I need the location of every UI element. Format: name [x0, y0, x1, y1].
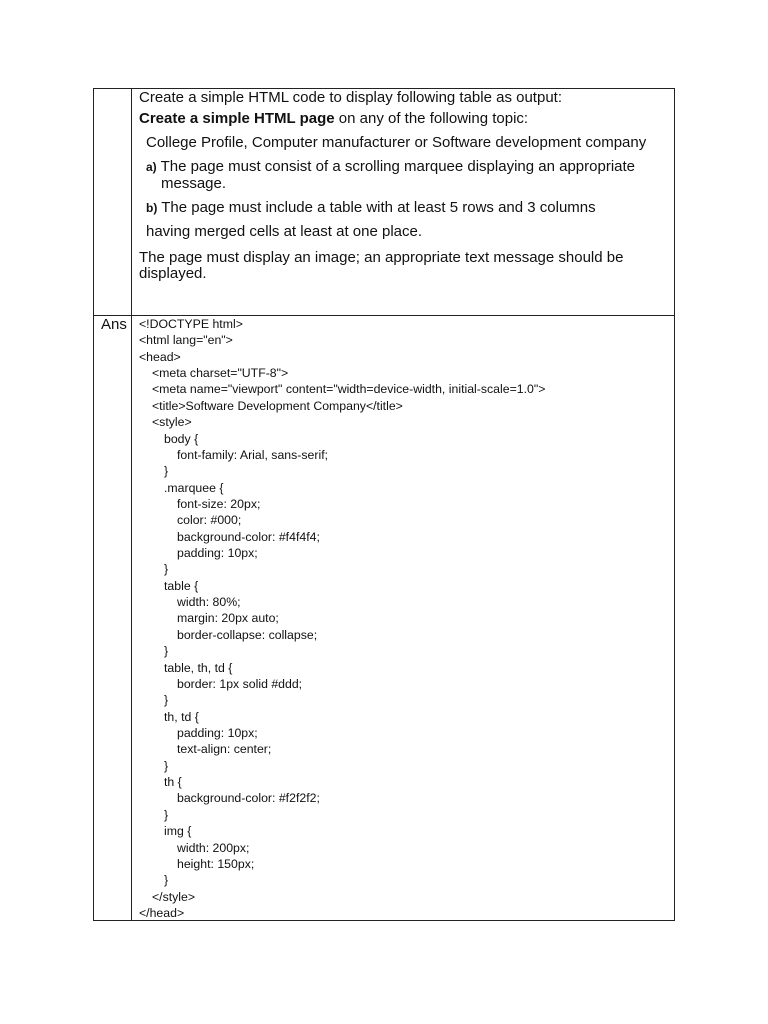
- code-line: <head>: [139, 349, 181, 364]
- item-b-continuation: having merged cells at least at one place.: [146, 223, 422, 240]
- code-line: body {: [164, 431, 199, 446]
- code-line: <!DOCTYPE html>: [139, 317, 243, 331]
- code-line: width: 200px;: [177, 840, 250, 855]
- question-task: [139, 110, 528, 127]
- question-topics: College Profile, Computer manufacturer or Software development company: [146, 134, 647, 151]
- code-line: table, th, td {: [164, 660, 233, 675]
- item-b-text: The page must include a table with at least 5 rows and 3 columns: [157, 199, 596, 216]
- item-a-text: The page must consist of a scrolling marquee displaying an appropriate: [156, 158, 636, 175]
- code-line: }: [164, 807, 169, 822]
- code-line: font-size: 20px;: [177, 496, 261, 511]
- code-line: color: #000;: [177, 513, 242, 528]
- item-a: [146, 158, 635, 176]
- code-line: </head>: [139, 905, 185, 920]
- column-divider: [131, 88, 132, 921]
- code-line: <html lang="en">: [139, 333, 233, 348]
- code-line: }: [164, 644, 169, 659]
- code-line: }: [164, 758, 169, 773]
- code-line: font-family: Arial, sans-serif;: [177, 447, 329, 462]
- question-intro: Create a simple HTML code to display following table as output:: [139, 89, 562, 106]
- item-b-label: b): [146, 201, 158, 215]
- code-line: <meta charset="UTF-8">: [152, 366, 289, 381]
- code-line: border: 1px solid #ddd;: [177, 676, 303, 691]
- code-line: }: [164, 693, 169, 708]
- code-line: table {: [164, 578, 199, 593]
- code-line: <style>: [152, 415, 192, 430]
- code-line: border-collapse: collapse;: [177, 627, 318, 642]
- code-block: [139, 316, 545, 921]
- code-line: margin: 20px auto;: [177, 611, 279, 626]
- code-line: background-color: #f4f4f4;: [177, 529, 320, 544]
- code-line: width: 80%;: [177, 595, 241, 610]
- answer-label: Ans: [101, 316, 127, 333]
- code-line: padding: 10px;: [177, 725, 258, 740]
- item-a-label: a): [146, 160, 157, 174]
- image-requirement: The page must display an image; an appropriate text message should be: [139, 249, 624, 266]
- task-rest: on any of the following topic:: [334, 110, 529, 127]
- task-bold: Create a simple HTML page: [139, 110, 335, 127]
- code-line: th, td {: [164, 709, 199, 724]
- code-line: background-color: #f2f2f2;: [177, 791, 320, 806]
- code-line: }: [164, 464, 169, 479]
- code-line: }: [164, 873, 169, 888]
- code-line: img {: [164, 824, 192, 839]
- image-requirement-continuation: displayed.: [139, 265, 207, 282]
- code-line: th {: [164, 775, 182, 790]
- item-a-continuation: message.: [161, 175, 227, 192]
- code-line: height: 150px;: [177, 856, 255, 871]
- code-line: <meta name="viewport" content="width=device-width, initial-scale=1.0">: [152, 382, 546, 397]
- code-line: padding: 10px;: [177, 546, 258, 561]
- code-line: <title>Software Development Company</title>: [152, 398, 403, 413]
- item-b: [146, 199, 596, 217]
- code-line: .marquee {: [164, 480, 224, 495]
- code-line: </style>: [152, 889, 196, 904]
- code-line: text-align: center;: [177, 742, 272, 757]
- code-line: }: [164, 562, 169, 577]
